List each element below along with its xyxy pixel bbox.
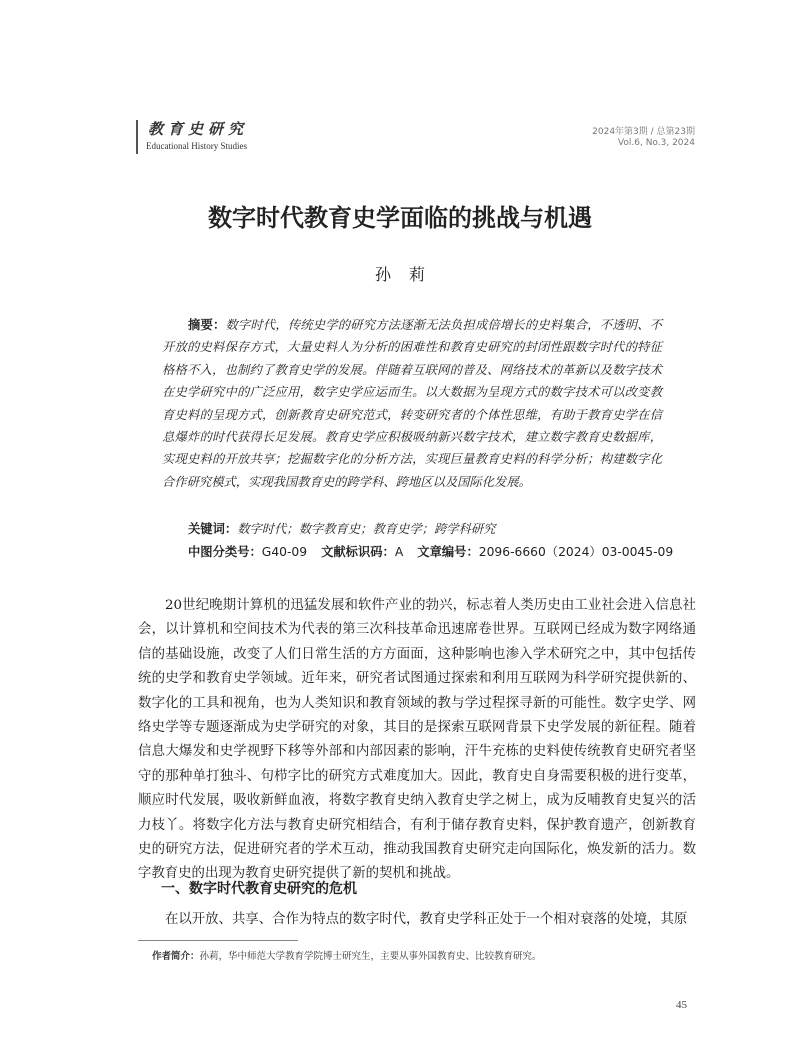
article-author: 孙莉 <box>374 265 443 284</box>
section-heading-1: 一、数字时代教育史研究的危机 <box>161 881 357 897</box>
volume-info: Vol.6, No.3, 2024 <box>617 138 695 148</box>
body-paragraph-2: 在以开放、共享、合作为特点的数字时代，教育史学科正处于一个相对衰落的处境，其原 <box>165 912 688 927</box>
abstract-label: 摘要： <box>188 318 226 332</box>
article-no-label: 文章编号： <box>417 545 479 559</box>
keywords-text: 数字时代；数字教育史；教育史学；跨学科研究 <box>237 522 496 536</box>
clc-value: G40-09 <box>261 545 308 559</box>
keywords-label: 关键词： <box>188 522 238 536</box>
doc-code-label: 文献标识码： <box>321 545 395 559</box>
article-title: 数字时代教育史学面临的挑战与机遇 <box>208 204 592 232</box>
journal-header <box>136 118 695 158</box>
article-no-value: 2096-6660（2024）03-0045-09 <box>478 545 674 559</box>
author-footnote <box>152 948 542 962</box>
keywords <box>188 519 495 537</box>
header-divider <box>136 120 138 154</box>
page-number: 45 <box>676 999 687 1011</box>
footnote-label: 作者简介： <box>152 951 200 962</box>
footnote-text: 孙莉，华中师范大学教育学院博士研究生，主要从事外国教育史、比较教育研究。 <box>199 951 542 962</box>
abstract <box>162 314 662 493</box>
issue-info: 2024年第3期 / 总第23期 <box>592 127 695 137</box>
body-paragraph-1: 20世纪晚期计算机的迅猛发展和软件产业的勃兴，标志着人类历史由工业社会进入信息社会，以计算机和空间技术为代表的第三次科技革命迅速席卷世界。互联网已经成为数字网络通信的基础设施，改变了人们日常生活的方方面面，这种影响也渗入学术研究之中，其中包括传统的史学和教育史学领域。近年来，研究者试图通过探索和利用互联网为科学研究提供新的、数字化的工具和视角，也为人类知识和教育领域的教与学过程探寻新的可能性。数字史学、网络史学等专题逐渐成为史学研究的对象，其目的是探索互联网背景下史学发展的新征程。随着信息大爆发和史学视野下移等外部和内部因素的影响，汗牛充栋的史料使传统教育史研究者坚守的那种单打独斗、句栉字比的研究方式难度加大。因此，教育史自身需要积极的进行变革，顺应时代发展，吸收新鲜血液，将数字教育史纳入教育史学之树上，成为反哺教育史复兴的活力枝丫。将数字化方法与教育史研究相结合，有利于储存教育史料，保护教育遗产，创新教育史的研究方法，促进研究者的学术互动，推动我国教育史研究走向国际化，焕发新的活力。数字教育史的出现为教育史研究提供了新的契机和挑战。 <box>138 598 696 882</box>
abstract-text: 数字时代，传统史学的研究方法逐渐无法负担成倍增长的史料集合，不透明、不开放的史料保存方式，大量史料人为分析的困难性和教育史研究的封闭性跟数字时代的特征格格不入，也制约了教育史学的发展。伴随着互联网的普及、网络技术的革新以及数字技术在史学研究中的广泛应用，数字史学应运而生。以大数据为呈现方式的数字技术可以改变教育史料的呈现方式，创新教育史研究范式，转变研究者的个体性思维，有助于教育史学在信息爆炸的时代获得长足发展。教育史学应积极吸纳新兴数字技术，建立数字教育史数据库，实现史料的开放共享；挖掘数字化的分析方法，实现巨量教育史料的科学分析；构建数字化合作研究模式，实现我国教育史的跨学科、跨地区以及国际化发展。 <box>162 318 662 489</box>
journal-name-cn: 教育史研究 <box>148 120 249 138</box>
journal-name-en: Educational History Studies <box>146 141 247 151</box>
doc-code-value: A <box>394 545 404 559</box>
classification-line <box>188 542 673 560</box>
clc-label: 中图分类号： <box>188 545 262 559</box>
footnote-divider <box>138 940 298 941</box>
